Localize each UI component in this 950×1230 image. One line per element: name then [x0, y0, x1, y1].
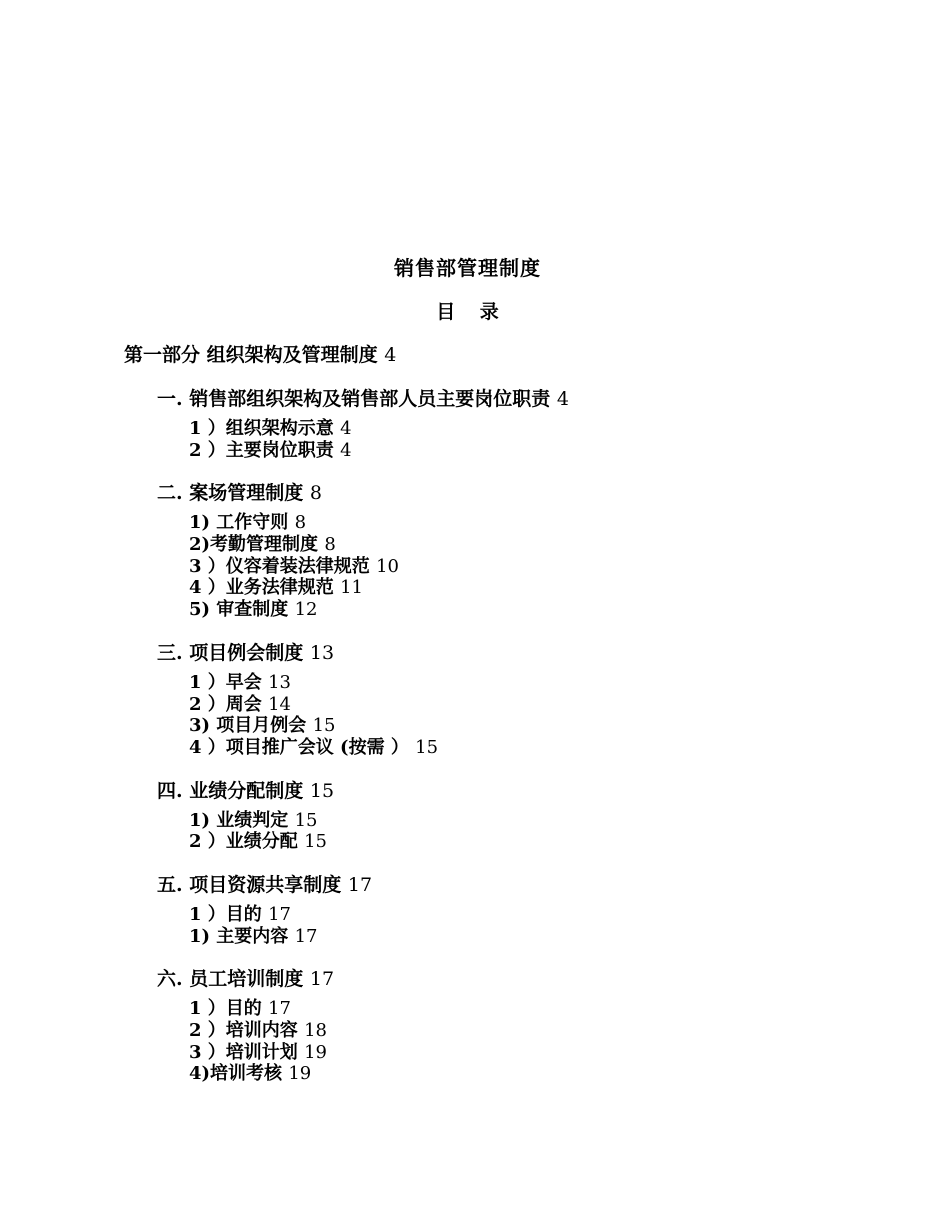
- toc-item-entry[interactable]: [189, 1063, 924, 1085]
- toc-item-label: 2 ）培训内容: [189, 1020, 298, 1041]
- toc-item-label: 1) 工作守则: [189, 512, 289, 534]
- toc-item-page: 17: [294, 925, 318, 947]
- toc-item-page: 18: [304, 1020, 327, 1041]
- toc-section: [157, 778, 924, 853]
- toc-item-page: 13: [268, 671, 291, 693]
- toc-section: [157, 386, 924, 461]
- document-title: 销售部管理制度: [394, 256, 541, 280]
- toc-section-page: 13: [309, 641, 335, 664]
- toc-item-entry[interactable]: [189, 1020, 924, 1042]
- toc-section-label: 二. 案场管理制度: [157, 482, 304, 505]
- toc-section-label: 三. 项目例会制度: [157, 641, 304, 664]
- toc-item-entry[interactable]: [189, 926, 924, 948]
- toc-section-entry[interactable]: [157, 872, 924, 898]
- toc-item-page: 10: [376, 555, 399, 577]
- toc-section-label: 四. 业绩分配制度: [157, 779, 304, 802]
- toc-item-label: 5) 审查制度: [189, 599, 289, 621]
- toc-part-page: 4: [384, 344, 397, 366]
- toc-item-entry[interactable]: [189, 831, 924, 853]
- toc-section-label: 一. 销售部组织架构及销售部人员主要岗位职责: [157, 388, 551, 410]
- toc-item-label: 2 ）周会: [189, 693, 262, 715]
- toc-item-label: 1 ）早会: [189, 671, 262, 693]
- toc-item-entry[interactable]: [189, 556, 924, 578]
- toc-item-entry[interactable]: [189, 737, 924, 759]
- toc-item-entry[interactable]: [189, 577, 924, 599]
- toc-item-label: 4 ）项目推广会议 (按需 ）: [189, 736, 409, 758]
- toc-item-page: 15: [294, 809, 318, 831]
- toc-item-label: 4 ）业务法律规范: [189, 577, 334, 599]
- toc-item-page: 15: [304, 831, 327, 853]
- toc-item-page: 8: [324, 534, 336, 556]
- table-of-contents: [124, 342, 924, 1104]
- toc-item-entry[interactable]: [189, 599, 924, 621]
- toc-section-page: 8: [309, 482, 322, 505]
- toc-item-page: 8: [294, 512, 307, 534]
- toc-section-entry[interactable]: [157, 966, 924, 992]
- toc-section-label: 五. 项目资源共享制度: [157, 873, 342, 896]
- toc-part-label: 第一部分 组织架构及管理制度: [124, 344, 378, 366]
- toc-section-entry[interactable]: [157, 480, 924, 506]
- toc-sections: [124, 386, 924, 1085]
- toc-item-label: 4)培训考核: [189, 1063, 283, 1085]
- toc-item-entry[interactable]: [189, 715, 924, 737]
- toc-item-page: 4: [340, 418, 352, 439]
- toc-item-entry[interactable]: [189, 512, 924, 534]
- toc-section: [157, 966, 924, 1085]
- toc-section-page: 17: [347, 873, 373, 896]
- toc-item-page: 4: [340, 439, 352, 461]
- toc-item-entry[interactable]: [189, 810, 924, 832]
- toc-item-entry[interactable]: [189, 998, 924, 1020]
- toc-item-label: 1 ）目的: [189, 998, 262, 1020]
- toc-item-entry[interactable]: [189, 440, 924, 462]
- toc-section-label: 六. 员工培训制度: [157, 968, 304, 991]
- toc-item-page: 14: [268, 693, 291, 715]
- toc-item-label: 1 ）组织架构示意: [189, 418, 334, 439]
- toc-item-page: 17: [268, 903, 291, 925]
- toc-item-label: 3 ）培训计划: [189, 1041, 298, 1063]
- toc-item-label: 2 ）业绩分配: [189, 831, 298, 853]
- toc-section-entry[interactable]: [157, 778, 924, 804]
- toc-item-page: 11: [340, 577, 363, 599]
- toc-item-label: 1) 主要内容: [189, 925, 289, 947]
- toc-item-label: 2)考勤管理制度: [189, 534, 319, 556]
- toc-item-page: 15: [415, 736, 439, 758]
- toc-item-label: 3 ）仪容着装法律规范: [189, 555, 370, 577]
- toc-item-page: 15: [312, 715, 336, 737]
- toc-item-page: 19: [288, 1063, 312, 1085]
- toc-item-label: 2 ）主要岗位职责: [189, 439, 334, 461]
- toc-item-entry[interactable]: [189, 694, 924, 716]
- toc-item-page: 19: [304, 1041, 327, 1063]
- toc-item-entry[interactable]: [189, 904, 924, 926]
- toc-section-page: 4: [556, 388, 569, 410]
- toc-section-page: 17: [309, 968, 335, 991]
- toc-section: [157, 872, 924, 947]
- toc-section-page: 15: [309, 779, 335, 802]
- toc-item-label: 1) 业绩判定: [189, 809, 289, 831]
- toc-item-label: 3) 项目月例会: [189, 715, 307, 737]
- toc-part-entry[interactable]: [124, 342, 924, 368]
- toc-item-label: 1 ）目的: [189, 903, 262, 925]
- toc-section-entry[interactable]: [157, 386, 924, 412]
- toc-item-page: 12: [294, 599, 318, 621]
- toc-item-entry[interactable]: [189, 418, 924, 440]
- toc-section-entry[interactable]: [157, 640, 924, 666]
- toc-item-entry[interactable]: [189, 1042, 924, 1064]
- toc-heading: 目 录: [436, 301, 499, 323]
- toc-item-page: 17: [268, 998, 291, 1020]
- toc-section: [157, 480, 924, 620]
- toc-section: [157, 640, 924, 759]
- toc-item-entry[interactable]: [189, 534, 924, 556]
- toc-item-entry[interactable]: [189, 672, 924, 694]
